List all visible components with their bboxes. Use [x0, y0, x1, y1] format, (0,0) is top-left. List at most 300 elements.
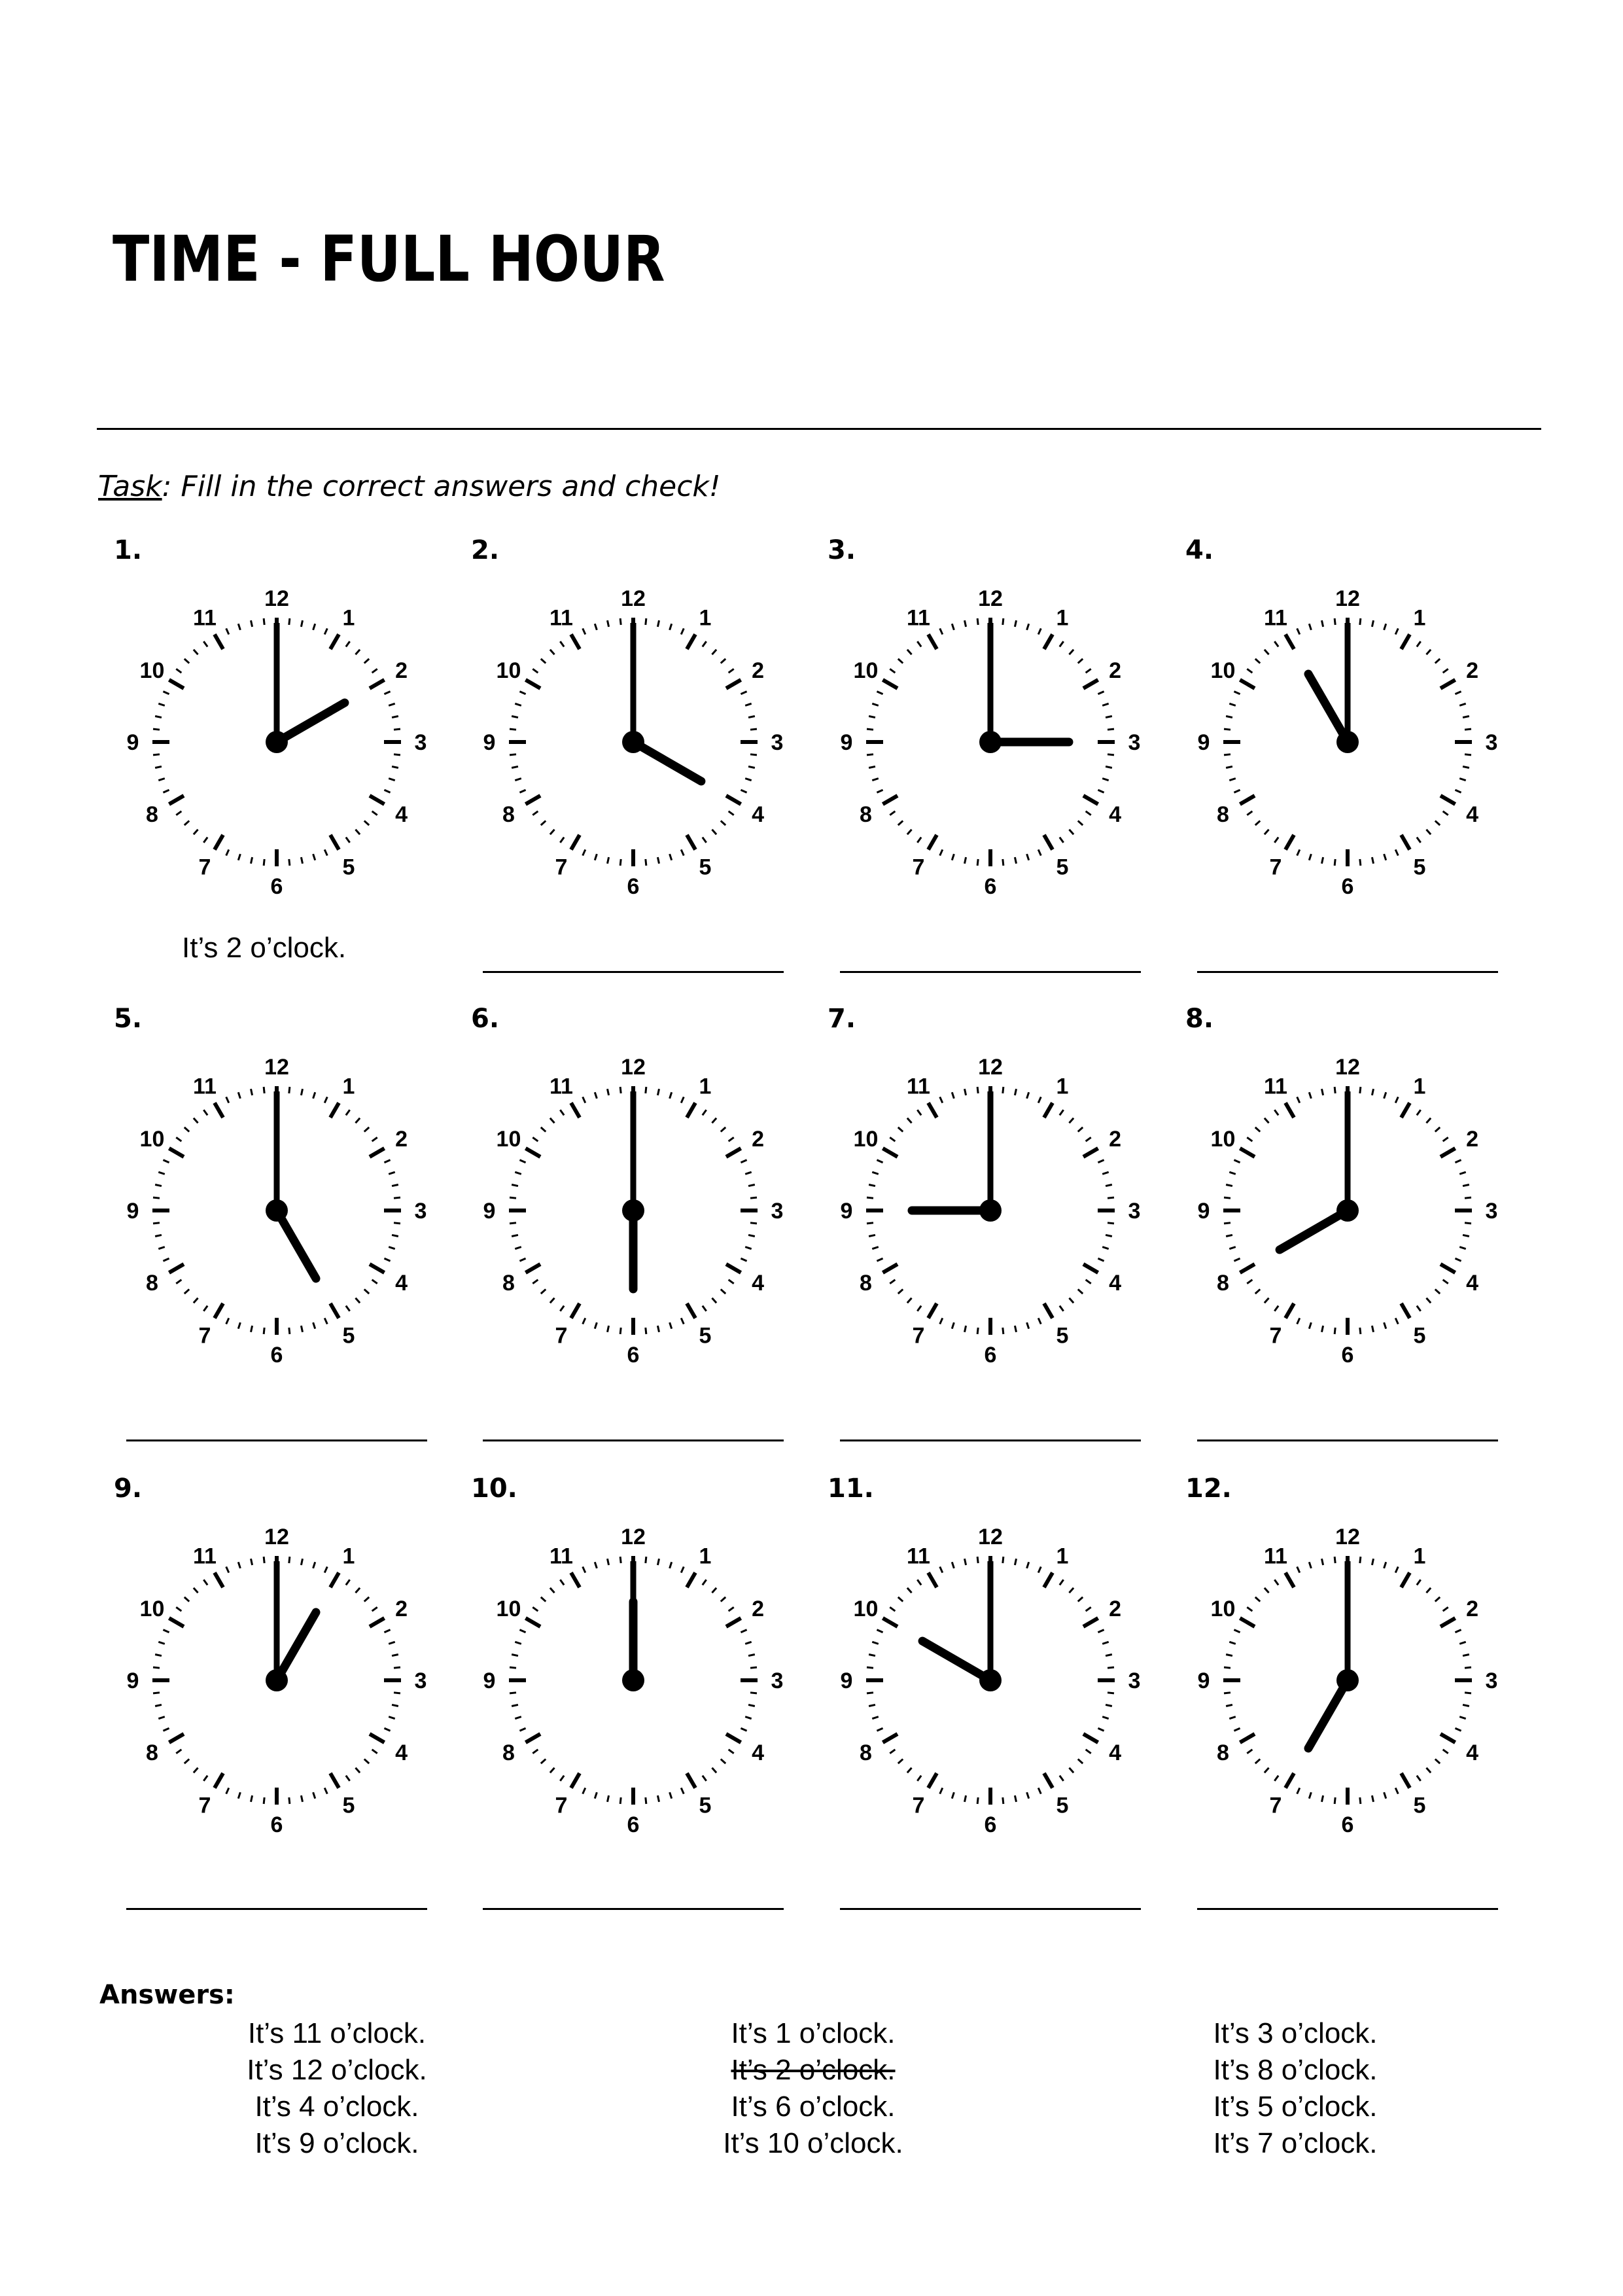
- dial-number: 1: [1413, 605, 1426, 631]
- minute-tick: [917, 1110, 921, 1115]
- minute-tick: [745, 1717, 752, 1719]
- minute-tick: [560, 641, 564, 646]
- hour-tick: [1083, 1264, 1098, 1273]
- minute-tick: [1265, 1118, 1269, 1123]
- minute-tick: [877, 1160, 882, 1163]
- minute-tick: [940, 1097, 943, 1103]
- minute-tick: [550, 650, 555, 654]
- hour-tick: [1083, 796, 1098, 804]
- minute-tick: [1274, 1580, 1278, 1585]
- dial-number: 10: [139, 1127, 165, 1152]
- minute-tick: [364, 1597, 369, 1602]
- clock-center: [979, 1199, 1002, 1222]
- dial-number: 12: [264, 1525, 289, 1549]
- dial-number: 5: [1056, 855, 1069, 880]
- minute-tick: [1395, 1566, 1398, 1572]
- minute-tick: [964, 1795, 966, 1802]
- hour-hand: [277, 1612, 316, 1680]
- answer-blank[interactable]: [840, 1439, 1141, 1441]
- minute-tick: [620, 1087, 621, 1093]
- minute-tick: [745, 1247, 752, 1249]
- hour-tick: [1440, 1148, 1456, 1157]
- minute-tick: [324, 1788, 327, 1793]
- minute-tick: [890, 811, 895, 815]
- minute-tick: [163, 1258, 169, 1261]
- minute-tick: [1027, 1792, 1029, 1799]
- hour-tick: [882, 796, 898, 804]
- minute-tick: [1069, 1588, 1073, 1593]
- minute-tick: [681, 1318, 684, 1324]
- minute-tick: [541, 1289, 546, 1294]
- minute-tick: [1360, 1557, 1361, 1563]
- minute-tick: [583, 1566, 585, 1572]
- minute-tick: [657, 857, 659, 864]
- hour-tick: [1401, 1103, 1410, 1118]
- minute-tick: [583, 1788, 585, 1793]
- minute-tick: [681, 1566, 684, 1572]
- hour-tick: [687, 835, 695, 850]
- clock-face: [107, 1510, 447, 1850]
- minute-tick: [1229, 1717, 1236, 1719]
- minute-tick: [1463, 766, 1469, 768]
- minute-tick: [607, 620, 608, 627]
- minute-tick: [721, 1127, 725, 1132]
- minute-tick: [977, 859, 978, 866]
- minute-tick: [607, 857, 608, 864]
- dial-number: 5: [1413, 1793, 1426, 1818]
- dial-number: 7: [555, 1793, 568, 1818]
- dial-number: 5: [1056, 1793, 1069, 1818]
- dial-number: 10: [1210, 658, 1236, 683]
- minute-tick: [394, 754, 400, 755]
- minute-tick: [550, 1768, 555, 1773]
- minute-tick: [1078, 1597, 1083, 1602]
- minute-tick: [1234, 1160, 1240, 1163]
- minute-tick: [1297, 1318, 1300, 1324]
- clock-face: [463, 1040, 803, 1381]
- minute-tick: [977, 1557, 978, 1563]
- page-title: TIME - FULL HOUR: [113, 222, 665, 296]
- dial-number: 11: [550, 1544, 573, 1569]
- minute-tick: [238, 1792, 240, 1799]
- minute-tick: [1265, 650, 1269, 654]
- dial-number: 10: [496, 1597, 521, 1621]
- minute-tick: [251, 620, 252, 627]
- minute-tick: [364, 1127, 369, 1132]
- hour-tick: [1240, 1618, 1255, 1627]
- minute-tick: [907, 1298, 912, 1303]
- minute-tick: [176, 1750, 181, 1754]
- minute-tick: [512, 1654, 518, 1655]
- dial-number: 9: [126, 730, 139, 755]
- dial-number: 4: [1466, 802, 1478, 827]
- minute-tick: [657, 1559, 659, 1565]
- minute-tick: [877, 692, 882, 694]
- answer-option: It’s 11 o’clock.: [247, 2017, 427, 2049]
- answer-blank[interactable]: [483, 971, 784, 973]
- hour-tick: [1083, 1148, 1098, 1157]
- minute-tick: [877, 1630, 882, 1633]
- dial-number: 6: [627, 1812, 640, 1837]
- minute-tick: [898, 1597, 903, 1602]
- minute-tick: [1455, 790, 1461, 792]
- dial-number: 10: [1210, 1127, 1236, 1152]
- minute-tick: [1086, 1607, 1091, 1611]
- answer-blank[interactable]: [126, 1908, 427, 1910]
- minute-tick: [301, 620, 302, 627]
- minute-tick: [1098, 1728, 1104, 1731]
- answer-blank[interactable]: [840, 971, 1141, 973]
- minute-tick: [877, 1258, 882, 1261]
- dial-number: 7: [1269, 1323, 1282, 1349]
- minute-tick: [1395, 1788, 1398, 1793]
- minute-tick: [251, 1326, 252, 1332]
- hour-hand: [1308, 1680, 1348, 1748]
- hour-tick: [215, 1773, 223, 1788]
- minute-tick: [1060, 1580, 1064, 1585]
- minute-tick: [1078, 659, 1083, 663]
- minute-tick: [1465, 729, 1471, 730]
- answers-column: [1099, 2015, 1492, 2162]
- minute-tick: [1102, 703, 1109, 705]
- minute-tick: [1395, 628, 1398, 634]
- minute-tick: [712, 1298, 716, 1303]
- dial-number: 9: [840, 1199, 853, 1224]
- hour-tick: [571, 634, 580, 649]
- minute-tick: [153, 754, 160, 755]
- minute-tick: [155, 766, 162, 768]
- minute-tick: [1435, 1597, 1440, 1602]
- dial-number: 6: [984, 1343, 997, 1368]
- minute-tick: [1102, 1172, 1109, 1174]
- minute-tick: [867, 1197, 873, 1198]
- minute-tick: [203, 1580, 207, 1585]
- dial-number: 4: [1109, 1271, 1121, 1296]
- minute-tick: [324, 849, 327, 855]
- minute-tick: [703, 838, 707, 843]
- minute-tick: [1098, 1630, 1104, 1633]
- minute-tick: [877, 790, 882, 792]
- minute-tick: [1384, 1792, 1386, 1799]
- dial-number: 12: [264, 586, 289, 611]
- hour-tick: [330, 1773, 339, 1788]
- dial-number: 2: [395, 1597, 408, 1621]
- minute-tick: [595, 1092, 597, 1099]
- hour-tick: [1083, 680, 1098, 688]
- hour-tick: [1440, 1264, 1456, 1273]
- minute-tick: [541, 1597, 546, 1602]
- minute-tick: [907, 1118, 912, 1123]
- minute-tick: [1060, 1306, 1064, 1311]
- minute-tick: [1321, 857, 1323, 864]
- minute-tick: [1247, 811, 1252, 815]
- minute-tick: [519, 1728, 525, 1731]
- minute-tick: [657, 1326, 659, 1332]
- hour-hand: [633, 742, 701, 781]
- minute-tick: [1426, 830, 1431, 834]
- minute-tick: [1015, 1326, 1016, 1332]
- minute-tick: [194, 830, 198, 834]
- dial-number: 2: [752, 658, 764, 683]
- dial-number: 11: [1264, 605, 1287, 631]
- hour-tick: [1240, 1734, 1255, 1742]
- minute-tick: [158, 703, 165, 705]
- dial-number: 8: [1217, 1271, 1229, 1296]
- minute-tick: [301, 1326, 302, 1332]
- minute-tick: [1321, 1326, 1323, 1332]
- hour-tick: [1044, 1303, 1053, 1318]
- minute-tick: [184, 1759, 189, 1763]
- minute-tick: [1078, 1127, 1083, 1132]
- dial-number: 4: [1466, 1740, 1478, 1765]
- hour-tick: [169, 796, 184, 804]
- minute-tick: [1360, 618, 1361, 625]
- minute-tick: [163, 1630, 169, 1633]
- minute-tick: [1069, 1118, 1073, 1123]
- hour-hand: [1280, 1210, 1348, 1250]
- answer-blank[interactable]: [126, 1439, 427, 1441]
- dial-number: 6: [1341, 1343, 1354, 1368]
- minute-tick: [607, 1559, 608, 1565]
- minute-tick: [1098, 790, 1104, 792]
- dial-number: 8: [860, 1740, 872, 1765]
- answer-blank[interactable]: [1197, 971, 1498, 973]
- dial-number: 7: [1269, 1793, 1282, 1818]
- minute-tick: [940, 1566, 943, 1572]
- dial-number: 5: [699, 1323, 712, 1349]
- hour-tick: [330, 1103, 339, 1118]
- minute-tick: [1297, 628, 1300, 634]
- minute-tick: [867, 754, 873, 755]
- minute-tick: [867, 1223, 873, 1224]
- minute-tick: [1226, 1235, 1232, 1236]
- minute-tick: [532, 1607, 538, 1611]
- minute-tick: [372, 669, 377, 673]
- minute-tick: [560, 838, 564, 843]
- hour-hand: [1308, 674, 1348, 742]
- dial-number: 12: [1335, 586, 1360, 611]
- minute-tick: [1247, 669, 1252, 673]
- minute-tick: [158, 1247, 165, 1249]
- answer-blank[interactable]: [840, 1908, 1141, 1910]
- minute-tick: [583, 1097, 585, 1103]
- minute-tick: [1038, 628, 1041, 634]
- minute-tick: [194, 650, 198, 654]
- minute-tick: [750, 1197, 757, 1198]
- minute-tick: [1038, 1318, 1041, 1324]
- hour-tick: [169, 680, 184, 688]
- minute-tick: [721, 1597, 725, 1602]
- minute-tick: [977, 1328, 978, 1334]
- minute-tick: [389, 779, 395, 781]
- minute-tick: [176, 1607, 181, 1611]
- minute-tick: [1309, 1562, 1311, 1568]
- minute-tick: [1309, 1092, 1311, 1099]
- minute-tick: [907, 1588, 912, 1593]
- minute-tick: [750, 754, 757, 755]
- minute-tick: [681, 1097, 684, 1103]
- dial-number: 6: [984, 874, 997, 899]
- dial-number: 1: [1056, 1074, 1069, 1099]
- minute-tick: [355, 1768, 360, 1773]
- minute-tick: [1224, 754, 1230, 755]
- minute-tick: [1274, 641, 1278, 646]
- minute-tick: [721, 821, 725, 825]
- dial-number: 7: [198, 1323, 211, 1349]
- minute-tick: [1027, 1562, 1029, 1568]
- hour-tick: [571, 835, 580, 850]
- minute-tick: [1435, 821, 1440, 825]
- minute-tick: [1247, 1607, 1252, 1611]
- minute-tick: [1098, 692, 1104, 694]
- dial-number: 7: [555, 1323, 568, 1349]
- minute-tick: [226, 1566, 229, 1572]
- hour-tick: [1285, 634, 1294, 649]
- minute-tick: [1309, 1322, 1311, 1329]
- minute-tick: [1443, 811, 1448, 815]
- dial-number: 12: [978, 1525, 1003, 1549]
- hour-tick: [525, 1734, 540, 1742]
- minute-tick: [670, 1792, 672, 1799]
- dial-number: 4: [395, 802, 408, 827]
- minute-tick: [1455, 1728, 1461, 1731]
- dial-number: 2: [752, 1127, 764, 1152]
- clock-number: 9.: [114, 1474, 143, 1504]
- minute-tick: [1297, 1566, 1300, 1572]
- task-label: Task: [98, 470, 162, 503]
- minute-tick: [155, 1704, 162, 1706]
- hour-tick: [571, 1773, 580, 1788]
- minute-tick: [940, 849, 943, 855]
- minute-tick: [607, 1089, 608, 1095]
- dial-number: 12: [621, 1055, 646, 1080]
- minute-tick: [877, 1728, 882, 1731]
- minute-tick: [1463, 1184, 1469, 1186]
- minute-tick: [194, 1588, 198, 1593]
- minute-tick: [748, 1184, 755, 1186]
- minute-tick: [355, 830, 360, 834]
- dial-number: 11: [193, 605, 217, 631]
- dial-number: 5: [1056, 1323, 1069, 1349]
- minute-tick: [289, 859, 290, 866]
- clock-number: 12.: [1185, 1474, 1232, 1504]
- minute-tick: [301, 1559, 302, 1565]
- minute-tick: [745, 703, 752, 705]
- minute-tick: [869, 716, 875, 717]
- minute-tick: [163, 790, 169, 792]
- hour-hand: [277, 1210, 316, 1279]
- minute-tick: [748, 766, 755, 768]
- minute-tick: [1027, 854, 1029, 860]
- clock-center: [266, 1669, 288, 1691]
- hour-tick: [882, 1148, 898, 1157]
- hour-tick: [928, 1303, 937, 1318]
- minute-tick: [560, 1776, 564, 1781]
- minute-tick: [510, 754, 516, 755]
- minute-tick: [1463, 1235, 1469, 1236]
- minute-tick: [251, 1795, 252, 1802]
- minute-tick: [289, 1797, 290, 1804]
- minute-tick: [977, 1797, 978, 1804]
- minute-tick: [750, 1667, 757, 1668]
- minute-tick: [1309, 624, 1311, 630]
- answer-blank[interactable]: [1197, 1439, 1498, 1441]
- hour-tick: [1044, 1103, 1053, 1118]
- minute-tick: [251, 1559, 252, 1565]
- minute-tick: [890, 1750, 895, 1754]
- hour-tick: [215, 1572, 223, 1587]
- dial-number: 3: [1128, 730, 1141, 755]
- minute-tick: [1224, 1197, 1230, 1198]
- dial-number: 3: [1485, 730, 1498, 755]
- minute-tick: [1321, 1795, 1323, 1802]
- hour-tick: [928, 634, 937, 649]
- clock-center: [622, 1669, 644, 1691]
- hour-tick: [1401, 1572, 1410, 1587]
- minute-tick: [394, 1197, 400, 1198]
- hour-tick: [1401, 634, 1410, 649]
- clock-number: 1.: [114, 535, 143, 565]
- minute-tick: [163, 692, 169, 694]
- answer-blank[interactable]: [1197, 1908, 1498, 1910]
- dial-number: 12: [1335, 1055, 1360, 1080]
- answer-option: It’s 4 o’clock.: [254, 2091, 419, 2123]
- minute-tick: [729, 669, 734, 673]
- minute-tick: [389, 1172, 395, 1174]
- minute-tick: [1372, 1326, 1373, 1332]
- minute-tick: [203, 1776, 207, 1781]
- minute-tick: [226, 628, 229, 634]
- minute-tick: [1106, 716, 1112, 717]
- minute-tick: [670, 1562, 672, 1568]
- minute-tick: [1455, 1630, 1461, 1633]
- clock-face: [820, 572, 1161, 912]
- dial-number: 3: [771, 730, 784, 755]
- hour-tick: [370, 680, 385, 688]
- minute-tick: [1443, 1137, 1448, 1141]
- minute-tick: [384, 1258, 390, 1261]
- answer-option: It’s 9 o’clock.: [254, 2127, 419, 2159]
- minute-tick: [1224, 1223, 1230, 1224]
- sample-answer: It’s 2 o’clock.: [182, 932, 347, 964]
- dial-number: 1: [1413, 1074, 1426, 1099]
- minute-tick: [176, 811, 181, 815]
- minute-tick: [1108, 1667, 1114, 1668]
- minute-tick: [1274, 1110, 1278, 1115]
- hour-tick: [1440, 1734, 1456, 1742]
- minute-tick: [1108, 754, 1114, 755]
- minute-tick: [952, 1562, 954, 1568]
- minute-tick: [712, 1768, 716, 1773]
- minute-tick: [1459, 1642, 1466, 1644]
- hour-tick: [330, 1572, 339, 1587]
- dial-number: 10: [139, 658, 165, 683]
- minute-tick: [1234, 1728, 1240, 1731]
- dial-number: 8: [502, 802, 515, 827]
- answer-blank[interactable]: [483, 1439, 784, 1441]
- minute-tick: [712, 650, 716, 654]
- answer-blank[interactable]: [483, 1908, 784, 1910]
- dial-number: 7: [912, 1793, 925, 1818]
- clock-number: 4.: [1185, 535, 1214, 565]
- minute-tick: [1463, 1654, 1469, 1655]
- minute-tick: [313, 1322, 315, 1329]
- minute-tick: [1234, 1258, 1240, 1261]
- clock-number: 11.: [828, 1474, 874, 1504]
- dial-number: 6: [270, 874, 283, 899]
- minute-tick: [869, 1704, 875, 1706]
- title-divider: [97, 428, 1541, 430]
